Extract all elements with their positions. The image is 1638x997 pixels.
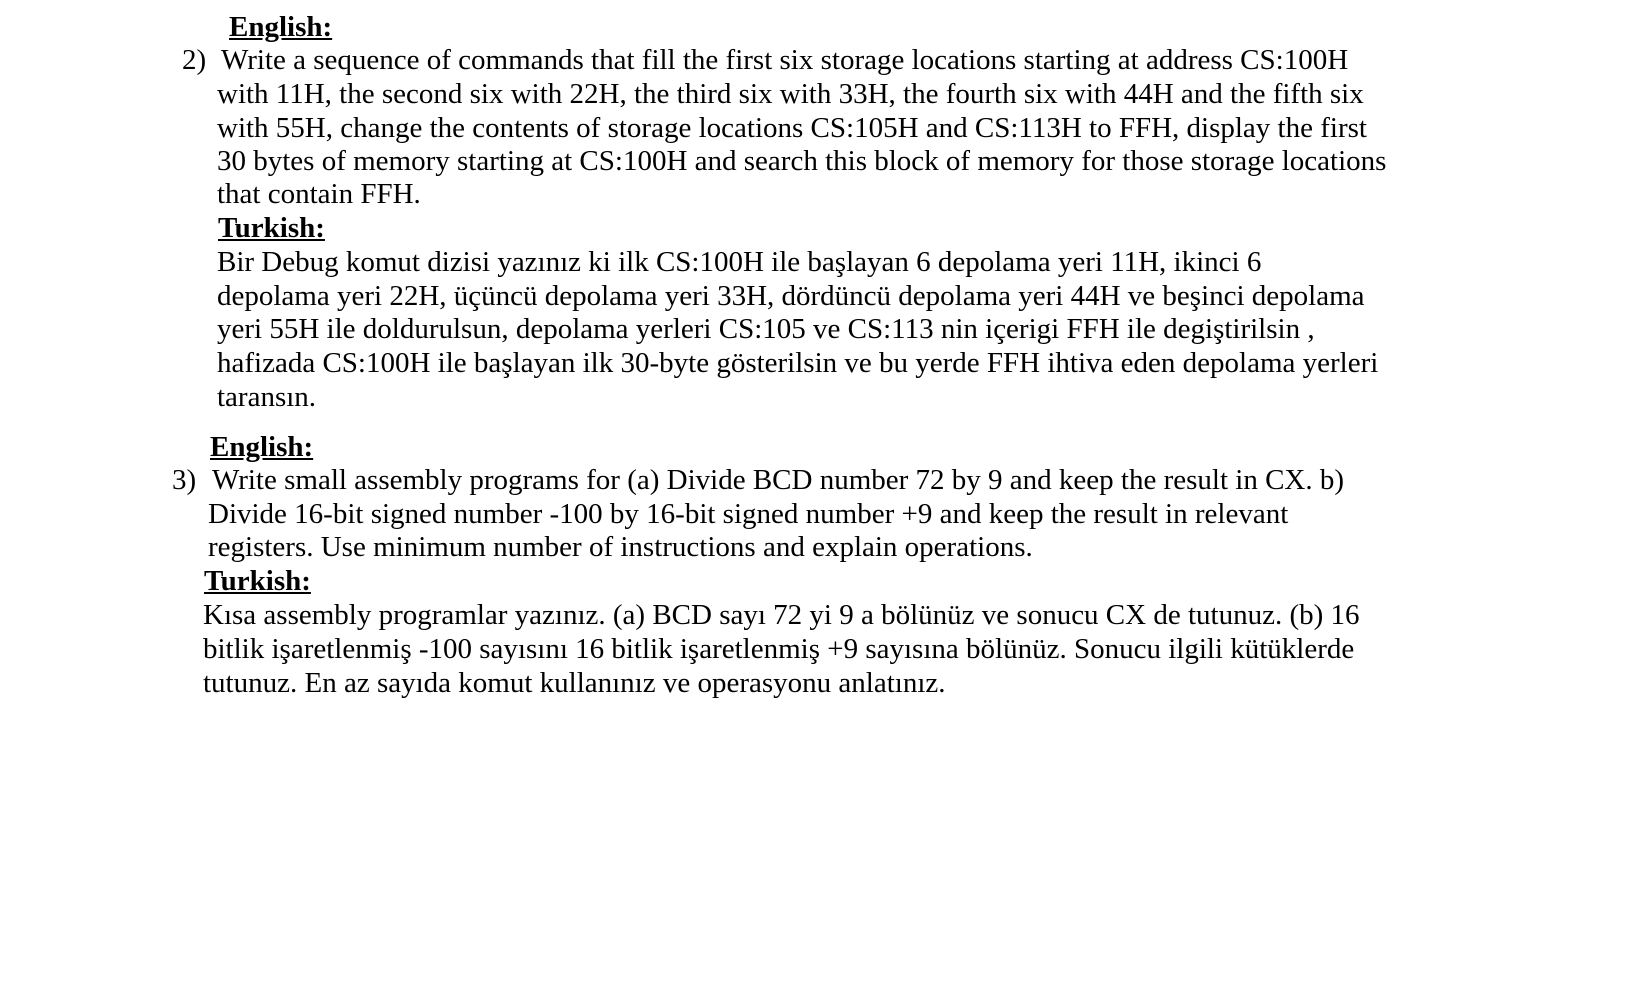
q2-turkish-heading: Turkish:	[218, 212, 325, 244]
q2-turkish-line: Bir Debug komut dizisi yazınız ki ilk CS:100H ile başlayan 6 depolama yeri 11H, ikinci 6	[217, 246, 1262, 278]
q3-turkish-heading: Turkish:	[204, 565, 311, 597]
q3-turkish-line: Kısa assembly programlar yazınız. (a) BCD sayı 72 yi 9 a bölünüz ve sonucu CX de tutunuz. (b) 16	[203, 599, 1360, 631]
q2-turkish-line: taransın.	[217, 381, 317, 413]
q2-turkish-line: hafizada CS:100H ile başlayan ilk 30-byte gösterilsin ve bu yerde FFH ihtiva eden depolama yerleri	[217, 347, 1379, 379]
q2-english-heading: English:	[229, 11, 333, 43]
q3-english-line: Write small assembly programs for (a) Divide BCD number 72 by 9 and keep the result in CX. b)	[212, 464, 1345, 496]
q2-english-line: 30 bytes of memory starting at CS:100H and search this block of memory for those storage locations	[217, 145, 1387, 177]
q2-turkish-line: yeri 55H ile doldurulsun, depolama yerleri CS:105 ve CS:113 nin içerigi FFH ile degiştirilsin ,	[217, 313, 1315, 345]
q3-turkish-line: tutunuz. En az sayıda komut kullanınız ve operasyonu anlatınız.	[203, 667, 946, 699]
q2-number: 2)	[182, 44, 207, 76]
q2-english-line: Write a sequence of commands that fill the first six storage locations starting at address CS:100H	[221, 44, 1349, 76]
q3-english-heading: English:	[210, 431, 314, 463]
q2-english-line: that contain FFH.	[217, 178, 421, 210]
q2-english-line: with 55H, change the contents of storage locations CS:105H and CS:113H to FFH, display the first	[217, 112, 1367, 144]
q3-number: 3)	[172, 464, 197, 496]
q3-english-line: registers. Use minimum number of instructions and explain operations.	[208, 531, 1033, 563]
q2-english-line: with 11H, the second six with 22H, the third six with 33H, the fourth six with 44H and the fifth six	[217, 78, 1364, 110]
q3-english-line: Divide 16-bit signed number -100 by 16-bit signed number +9 and keep the result in relevant	[208, 498, 1289, 530]
q3-turkish-line: bitlik işaretlenmiş -100 sayısını 16 bitlik işaretlenmiş +9 sayısına bölünüz. Sonucu ilgili kütüklerde	[203, 633, 1355, 665]
q2-turkish-line: depolama yeri 22H, üçüncü depolama yeri 33H, dördüncü depolama yeri 44H ve beşinci depolama	[217, 280, 1365, 312]
